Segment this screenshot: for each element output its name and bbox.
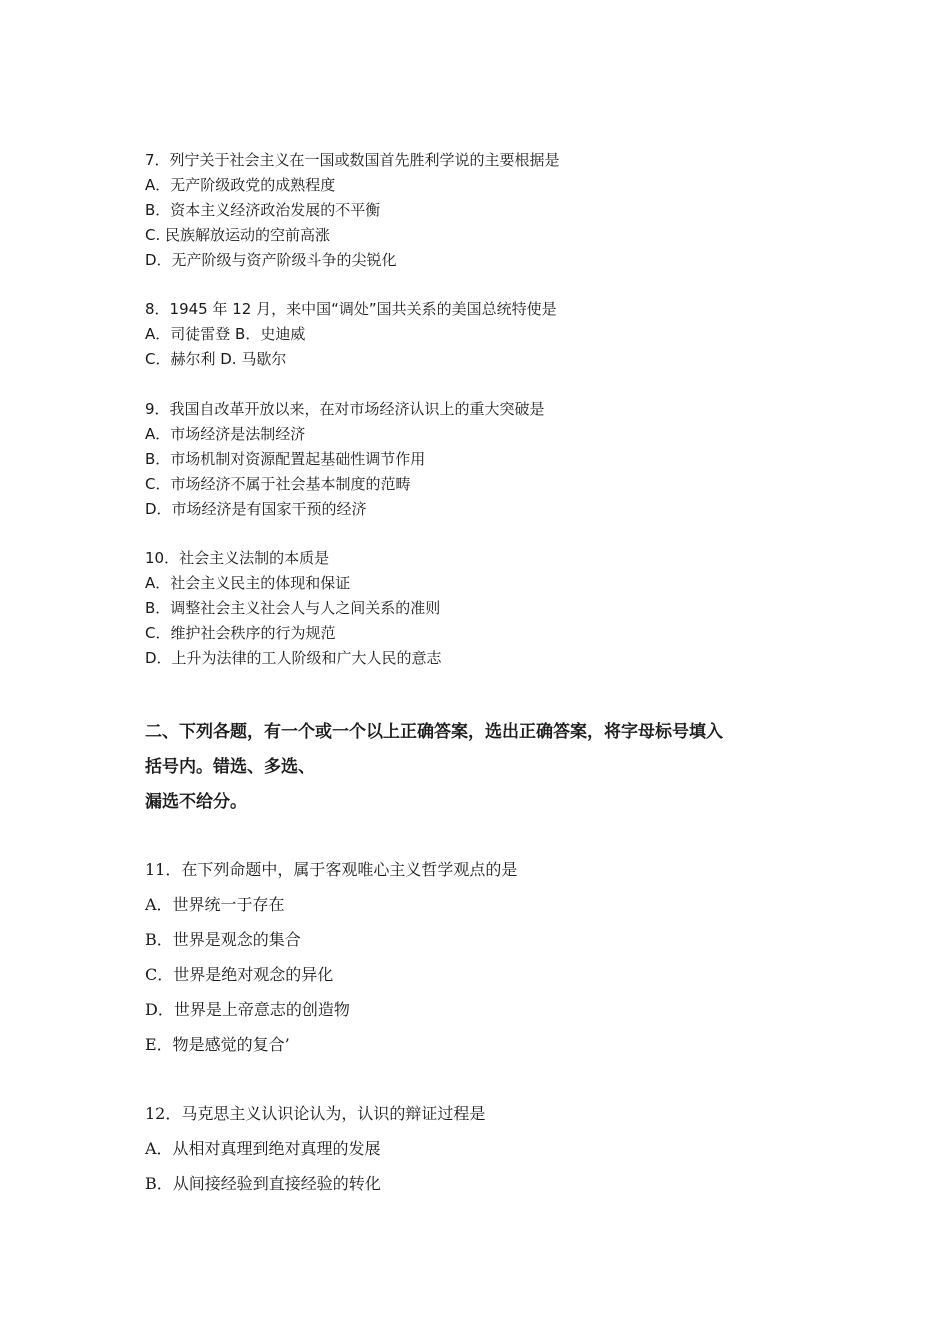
question-11-option-e: E．物是感觉的复合’ (145, 1035, 290, 1054)
question-8-options-cd: C．赫尔利 D. 马歇尔 (145, 350, 287, 368)
question-10-option-a: A．社会主义民主的体现和保证 (145, 574, 351, 592)
question-10-option-b: B．调整社会主义社会人与人之间关系的准则 (145, 599, 441, 617)
question-9-option-d: D．市场经济是有国家干预的经济 (145, 500, 367, 518)
question-7-option-d: D．无产阶级与资产阶级斗争的尖锐化 (145, 251, 397, 269)
question-7-stem: 7．列宁关于社会主义在一国或数国首先胜利学说的主要根据是 (145, 151, 560, 169)
question-12-option-a: A．从相对真理到绝对真理的发展 (145, 1139, 381, 1158)
section-2-heading-line-2: 括号内。错选、多选、 (145, 757, 315, 777)
question-10-option-c: C．维护社会秩序的行为规范 (145, 624, 336, 642)
question-9-option-c: C．市场经济不属于社会基本制度的范畴 (145, 475, 411, 493)
question-9-option-b: B．市场机制对资源配置起基础性调节作用 (145, 450, 426, 468)
question-8-options-ab: A．司徒雷登 B．史迪威 (145, 325, 306, 343)
section-2-heading-line-3: 漏选不给分。 (145, 792, 247, 812)
question-9-stem: 9．我国自改革开放以来，在对市场经济认识上的重大突破是 (145, 400, 545, 418)
section-2-heading-line-1: 二、下列各题，有一个或一个以上正确答案，选出正确答案，将字母标号填入 (145, 722, 723, 742)
question-10-option-d: D．上升为法律的工人阶级和广大人民的意志 (145, 649, 442, 667)
question-7-option-c: C. 民族解放运动的空前高涨 (145, 226, 331, 244)
question-10-stem: 10．社会主义法制的本质是 (145, 549, 330, 567)
question-11-option-d: D．世界是上帝意志的创造物 (145, 1000, 350, 1019)
question-11-option-c: C．世界是绝对观念的异化 (145, 965, 334, 984)
question-8-stem: 8．1945 年 12 月，来中国“调处”国共关系的美国总统特使是 (145, 300, 557, 318)
question-11-stem: 11．在下列命题中，属于客观唯心主义哲学观点的是 (145, 860, 518, 879)
question-7-option-a: A．无产阶级政党的成熟程度 (145, 176, 336, 194)
question-11-option-b: B．世界是观念的集合 (145, 930, 301, 949)
question-12-stem: 12．马克思主义认识论认为，认识的辩证过程是 (145, 1104, 486, 1123)
question-11-option-a: A．世界统一于存在 (145, 895, 285, 914)
question-12-option-b: B．从间接经验到直接经验的转化 (145, 1174, 381, 1193)
question-9-option-a: A．市场经济是法制经济 (145, 425, 306, 443)
question-7-option-b: B．资本主义经济政治发展的不平衡 (145, 201, 381, 219)
